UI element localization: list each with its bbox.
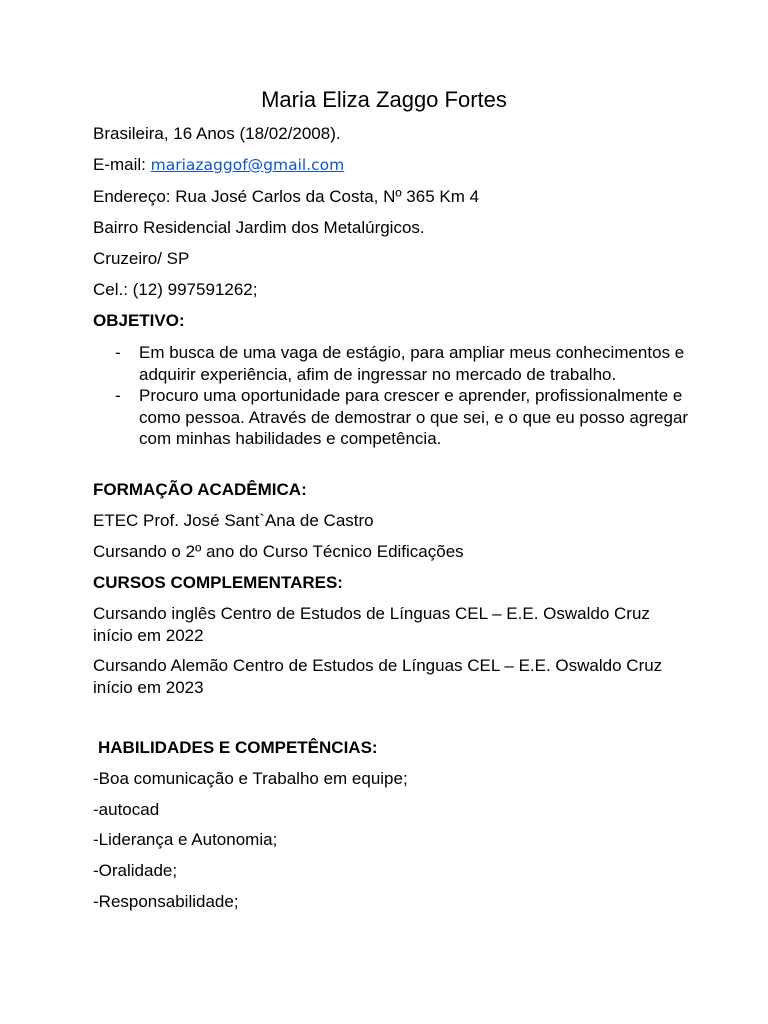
objective-item	[93, 342, 693, 385]
education-course: Cursando o 2º ano do Curso Técnico Edificações	[93, 542, 464, 561]
email-line	[93, 154, 693, 176]
phone: Cel.: (12) 997591262;	[93, 280, 258, 299]
objective-item	[93, 385, 693, 450]
nationality-age: Brasileira, 16 Anos (18/02/2008).	[93, 124, 341, 143]
objective-text: Procuro uma oportunidade para crescer e aprender, profissionalmente e como pessoa. Através de demostrar o que sei, e o que eu posso agregar com minhas habilidades e competência.	[139, 386, 689, 448]
neighborhood: Bairro Residencial Jardim dos Metalúrgicos.	[93, 218, 425, 237]
skills-heading: HABILIDADES E COMPETÊNCIAS:	[98, 738, 378, 757]
skill-item: -Liderança e Autonomia;	[93, 830, 278, 849]
education-school: ETEC Prof. José Sant`Ana de Castro	[93, 511, 374, 530]
course-item-english: Cursando inglês Centro de Estudos de Línguas CEL – E.E. Oswaldo Cruz início em 2022	[93, 604, 650, 645]
objective-text: Em busca de uma vaga de estágio, para ampliar meus conhecimentos e adquirir experiência, afim de ingressar no mercado de trabalho.	[139, 343, 685, 384]
candidate-name: Maria Eliza Zaggo Fortes	[261, 87, 507, 112]
education-heading: FORMAÇÃO ACADÊMICA:	[93, 480, 307, 499]
objective-heading: OBJETIVO:	[93, 311, 185, 330]
courses-heading: CURSOS COMPLEMENTARES:	[93, 573, 343, 592]
skill-item: -Oralidade;	[93, 861, 178, 880]
email-label: E-mail:	[93, 155, 151, 174]
city: Cruzeiro/ SP	[93, 249, 190, 268]
bullet-dash: -	[115, 343, 121, 362]
skill-item: -autocad	[93, 800, 160, 819]
objective-list	[93, 342, 693, 450]
address: Endereço: Rua José Carlos da Costa, Nº 365 Km 4	[93, 187, 480, 206]
bullet-dash: -	[115, 386, 121, 405]
skill-item: -Boa comunicação e Trabalho em equipe;	[93, 769, 408, 788]
course-item-german: Cursando Alemão Centro de Estudos de Línguas CEL – E.E. Oswaldo Cruz início em 2023	[93, 656, 663, 697]
email-link[interactable]: mariazaggof@gmail.com	[150, 156, 345, 174]
skill-item: -Responsabilidade;	[93, 892, 239, 911]
